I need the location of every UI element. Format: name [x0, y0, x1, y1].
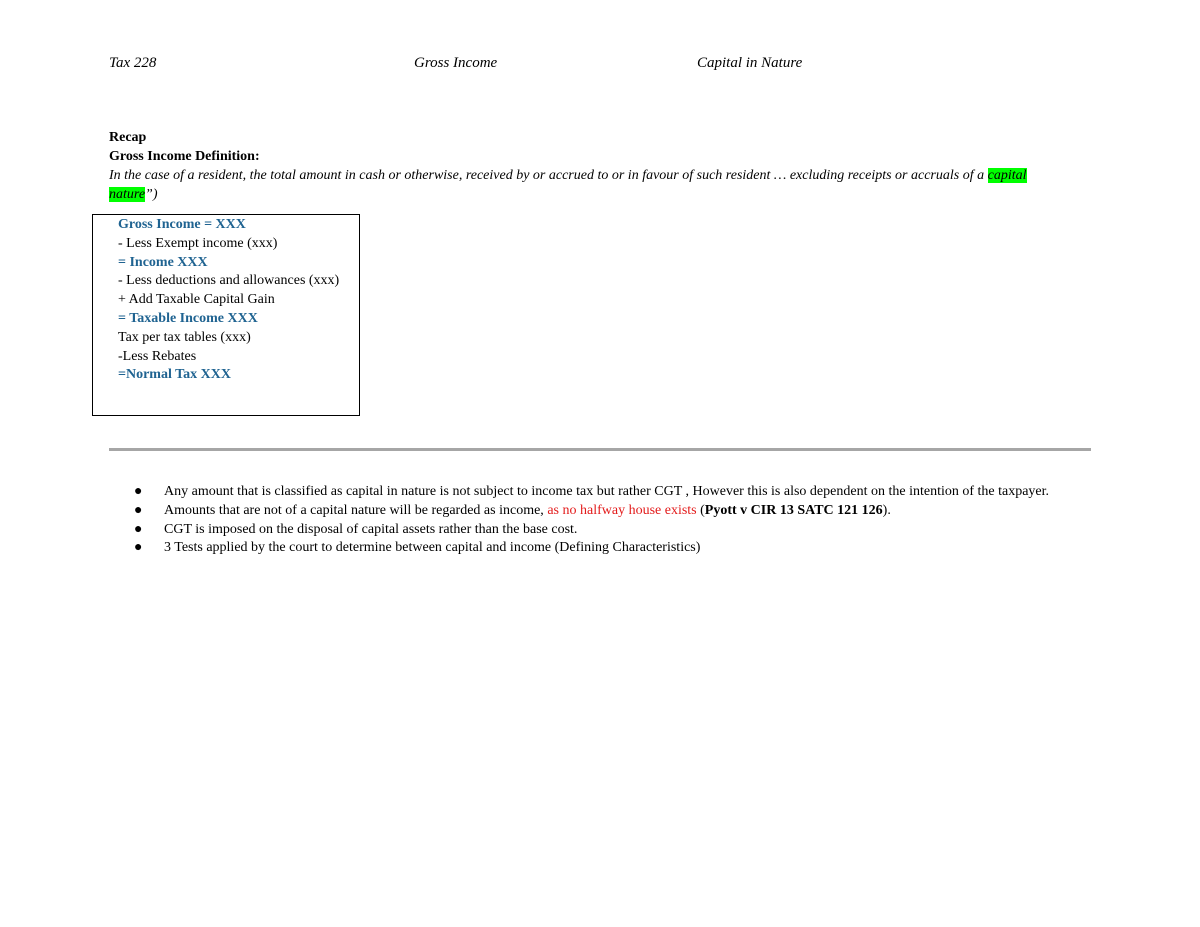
bullet-paren-open: (: [696, 502, 705, 518]
calc-line-rebates: -Less Rebates: [118, 348, 197, 364]
list-item: [109, 483, 1069, 502]
income-calculation-box: [92, 214, 360, 416]
calc-line-normal-tax: =Normal Tax XXX: [118, 367, 231, 383]
bullet-icon: ●: [134, 484, 143, 499]
calc-line-gross-income: Gross Income = XXX: [118, 217, 246, 232]
bullet-icon: ●: [134, 502, 143, 518]
list-item: [109, 502, 1069, 521]
bullet-list: [109, 483, 1069, 558]
calc-line-income: = Income XXX: [118, 254, 208, 270]
bullet-icon: ●: [134, 521, 143, 537]
definition-heading: Gross Income Definition:: [109, 149, 260, 164]
recap-section: [109, 128, 1069, 204]
section-divider: [109, 448, 1091, 451]
bullet-text: CGT is imposed on the disposal of capital assets rather than the base cost.: [164, 521, 578, 537]
header-course: Tax 228: [109, 55, 157, 71]
bullet-text: Amounts that are not of a capital nature will be regarded as income,: [164, 502, 548, 518]
recap-heading: Recap: [109, 130, 147, 145]
definition-body: In the case of a resident, the total amount in cash or otherwise, received by or accrued to or in favour of such resident … excluding receipts or accruals of a: [109, 168, 988, 183]
bullet-text: Any amount that is classified as capital in nature is not subject to income tax but rather CGT , However this is also dependent on the intention of the taxpayer.: [164, 484, 1050, 499]
case-citation: Pyott v CIR 13 SATC 121 126: [704, 502, 883, 518]
calc-line-taxable-income: = Taxable Income XXX: [118, 310, 258, 326]
calc-line-exempt-income: - Less Exempt income (xxx): [118, 235, 278, 251]
list-item: [109, 521, 1069, 540]
definition-end: ”): [145, 187, 158, 202]
calc-line-capital-gain: + Add Taxable Capital Gain: [118, 292, 275, 308]
definition-text: [109, 166, 1069, 204]
definition-highlight: capital nature: [109, 168, 1027, 202]
calc-line-deductions: - Less deductions and allowances (xxx): [118, 273, 340, 289]
list-item: [109, 539, 1069, 558]
bullet-text: 3 Tests applied by the court to determine between capital and income (Defining Characteristics): [164, 540, 701, 556]
header-topic: Gross Income: [414, 55, 498, 71]
bullet-paren-close: ).: [882, 502, 891, 518]
header-subtopic: Capital in Nature: [697, 55, 803, 71]
bullet-icon: ●: [134, 540, 143, 556]
bullet-emphasis: as no halfway house exists: [547, 502, 697, 518]
calc-line-tax-tables: Tax per tax tables (xxx): [118, 329, 251, 345]
